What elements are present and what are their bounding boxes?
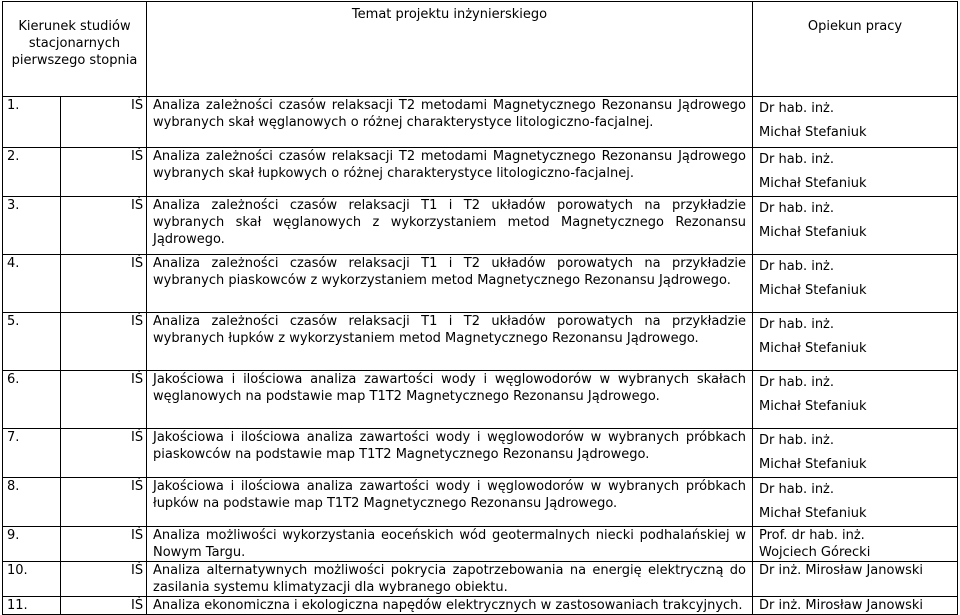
row-specialization: IŚ	[61, 197, 147, 255]
table-row	[3, 197, 958, 255]
row-specialization: IŚ	[61, 562, 147, 597]
row-supervisor	[753, 148, 958, 197]
supervisor-title: Prof. dr hab. inż.	[759, 528, 865, 543]
row-topic: Analiza zależności czasów relaksacji T2 metodami Magnetycznego Rezonansu Jądrowego wybranych skał węglanowych o różnej charakterystyce litologiczno-facjalnej.	[147, 97, 753, 148]
supervisor-name: Michał Stefaniuk	[759, 457, 867, 472]
row-supervisor	[753, 597, 958, 615]
row-specialization: IŚ	[61, 478, 147, 527]
row-number: 9.	[3, 527, 61, 562]
supervisor-name: Michał Stefaniuk	[759, 341, 867, 356]
row-topic: Jakościowa i ilościowa analiza zawartości wody i węglowodorów w wybranych skałach węglanowych na podstawie map T1T2 Magnetycznego Rezonansu Jądrowego.	[147, 371, 753, 429]
supervisor-name: Michał Stefaniuk	[759, 176, 867, 191]
table-row	[3, 313, 958, 371]
supervisor-title: Dr hab. inż.	[759, 101, 835, 116]
projects-body-table	[2, 96, 958, 615]
row-supervisor	[753, 562, 958, 597]
supervisor-name: Michał Stefaniuk	[759, 225, 867, 240]
supervisor-title: Dr hab. inż.	[759, 317, 835, 332]
header-topic: Temat projektu inżynierskiego	[147, 2, 753, 97]
row-supervisor	[753, 255, 958, 313]
table-row	[3, 429, 958, 478]
row-number: 3.	[3, 197, 61, 255]
row-specialization: IŚ	[61, 597, 147, 615]
table-row	[3, 97, 958, 148]
row-topic: Analiza zależności czasów relaksacji T1 i T2 układów porowatych na przykładzie wybranych łupków z wykorzystaniem metod Magnetycznego Rezonansu Jądrowego.	[147, 313, 753, 371]
table-row	[3, 597, 958, 615]
engineering-projects-table	[2, 1, 958, 97]
table-row	[3, 371, 958, 429]
row-topic: Jakościowa i ilościowa analiza zawartości wody i węglowodorów w wybranych próbkach piaskowców na podstawie map T1T2 Magnetycznego Rezonansu Jądrowego.	[147, 429, 753, 478]
row-number: 5.	[3, 313, 61, 371]
row-supervisor	[753, 97, 958, 148]
row-supervisor	[753, 429, 958, 478]
row-supervisor	[753, 527, 958, 562]
table-row	[3, 148, 958, 197]
supervisor-name: Michał Stefaniuk	[759, 283, 867, 298]
header-course: Kierunek studiów stacjonarnych pierwszego stopnia	[3, 2, 147, 97]
row-topic: Analiza zależności czasów relaksacji T2 metodami Magnetycznego Rezonansu Jądrowego wybranych skał łupkowych o różnej charakterystyce litologiczno-facjalnej.	[147, 148, 753, 197]
supervisor-title: Dr hab. inż.	[759, 259, 835, 274]
row-number: 2.	[3, 148, 61, 197]
row-number: 7.	[3, 429, 61, 478]
row-number: 10.	[3, 562, 61, 597]
row-specialization: IŚ	[61, 371, 147, 429]
supervisor-title: Dr hab. inż.	[759, 482, 835, 497]
table-row	[3, 255, 958, 313]
supervisor-name: Wojciech Górecki	[759, 545, 871, 560]
row-topic: Analiza możliwości wykorzystania eoceńskich wód geotermalnych niecki podhalańskiej w Nowym Targu.	[147, 527, 753, 562]
row-topic: Jakościowa i ilościowa analiza zawartości wody i węglowodorów w wybranych próbkach łupków na podstawie map T1T2 Magnetycznego Rezonansu Jądrowego.	[147, 478, 753, 527]
row-supervisor	[753, 197, 958, 255]
supervisor-title: Dr hab. inż.	[759, 152, 835, 167]
row-supervisor	[753, 313, 958, 371]
row-topic: Analiza alternatywnych możliwości pokrycia zapotrzebowania na energię elektryczną do zasilania systemu klimatyzacji dla wybranego obiektu.	[147, 562, 753, 597]
row-topic: Analiza ekonomiczna i ekologiczna napędów elektrycznych w zastosowaniach trakcyjnych.	[147, 597, 753, 615]
row-number: 6.	[3, 371, 61, 429]
supervisor-name: Michał Stefaniuk	[759, 399, 867, 414]
row-number: 8.	[3, 478, 61, 527]
row-specialization: IŚ	[61, 313, 147, 371]
row-number: 11.	[3, 597, 61, 615]
supervisor-name: Michał Stefaniuk	[759, 125, 867, 140]
table-row	[3, 562, 958, 597]
row-specialization: IŚ	[61, 527, 147, 562]
header-supervisor: Opiekun pracy	[753, 2, 958, 97]
row-specialization: IŚ	[61, 255, 147, 313]
row-number: 1.	[3, 97, 61, 148]
row-topic: Analiza zależności czasów relaksacji T1 i T2 układów porowatych na przykładzie wybranych piaskowców z wykorzystaniem metod Magnetycznego Rezonansu Jądrowego.	[147, 255, 753, 313]
supervisor-name: Michał Stefaniuk	[759, 506, 867, 521]
row-supervisor	[753, 371, 958, 429]
table-header-row	[3, 2, 958, 97]
row-topic: Analiza zależności czasów relaksacji T1 i T2 układów porowatych na przykładzie wybranych skał węglanowych z wykorzystaniem metod Magnetycznego Rezonansu Jądrowego.	[147, 197, 753, 255]
row-number: 4.	[3, 255, 61, 313]
supervisor-title: Dr inż. Mirosław Janowski	[759, 598, 924, 613]
row-specialization: IŚ	[61, 148, 147, 197]
supervisor-title: Dr hab. inż.	[759, 433, 835, 448]
supervisor-title: Dr hab. inż.	[759, 375, 835, 390]
table-row	[3, 527, 958, 562]
table-row	[3, 478, 958, 527]
row-specialization: IŚ	[61, 97, 147, 148]
supervisor-title: Dr inż. Mirosław Janowski	[759, 563, 924, 578]
row-specialization: IŚ	[61, 429, 147, 478]
supervisor-title: Dr hab. inż.	[759, 201, 835, 216]
row-supervisor	[753, 478, 958, 527]
